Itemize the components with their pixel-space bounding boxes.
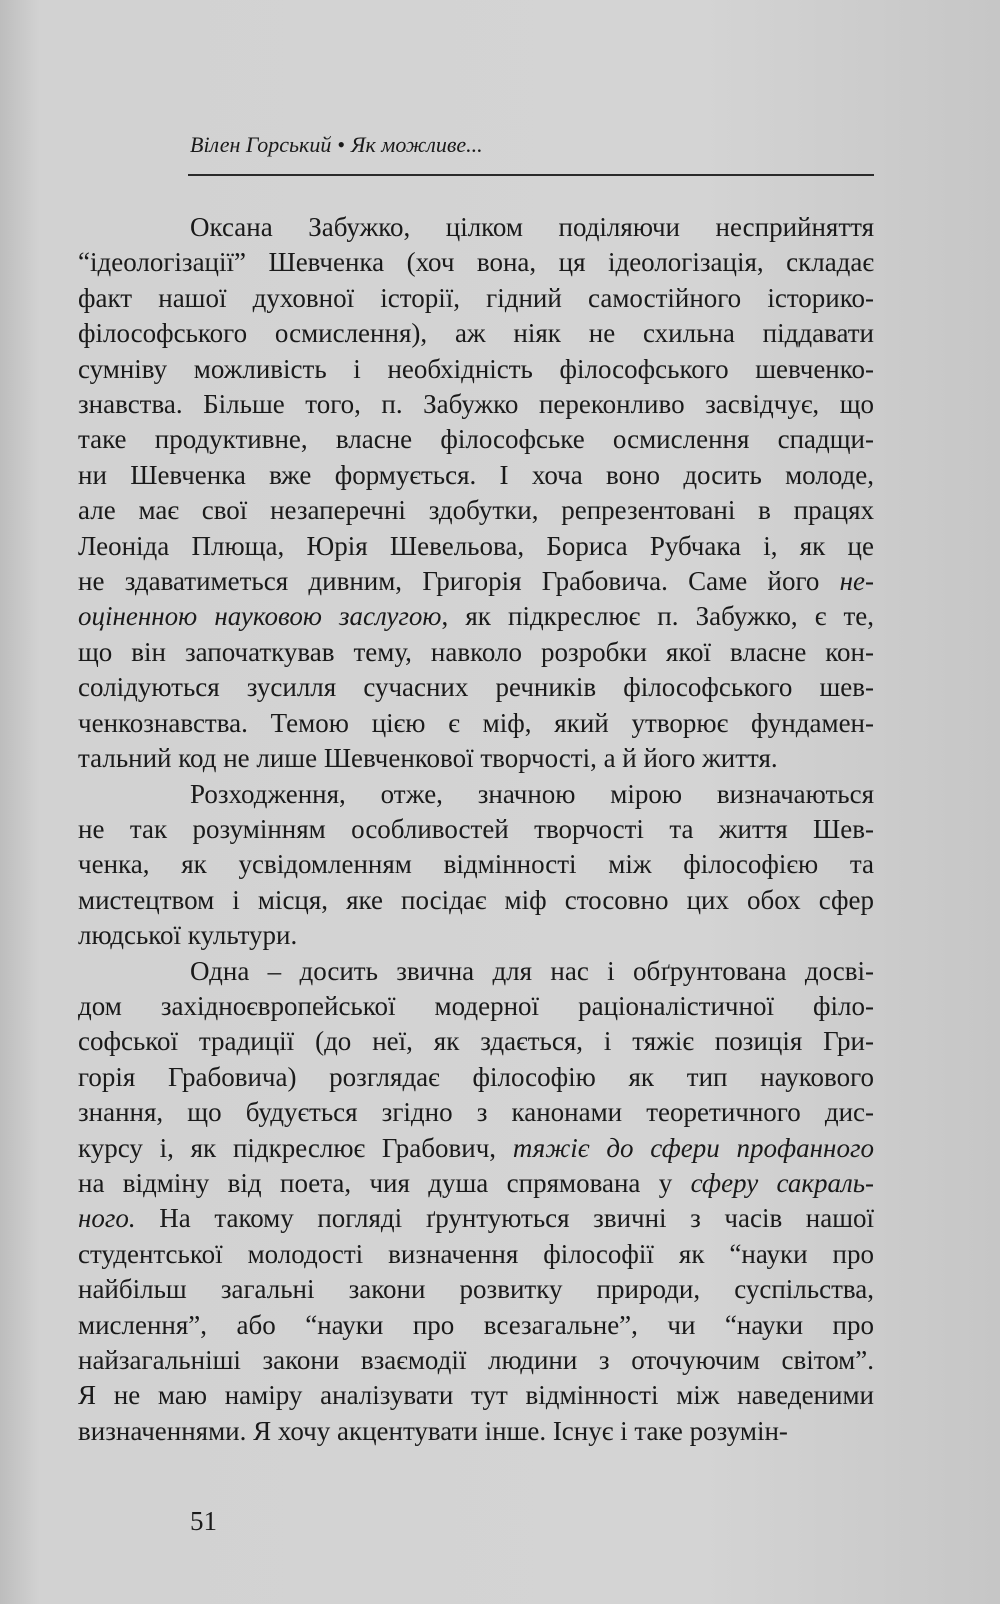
text-line: [78, 352, 874, 387]
paragraph: [78, 777, 874, 954]
text-segment: найбільш загальні закони розвитку природи, суспільства,: [78, 1274, 874, 1305]
text-line: [78, 493, 874, 528]
running-header: [190, 132, 483, 158]
header-title: Як можливе...: [351, 132, 483, 157]
text-line: [78, 1237, 874, 1272]
header-author: Вілен Горський: [190, 132, 332, 157]
text-line: [78, 777, 874, 812]
text-line: [78, 599, 874, 634]
text-line: [78, 210, 874, 245]
text-line: [78, 1024, 874, 1059]
text-segment: курсу і, як підкреслює Грабович,: [78, 1132, 513, 1163]
text-segment: Оксана Забужко, цілком поділяючи несприйняття: [190, 212, 874, 242]
text-segment: ни Шевченка вже формується. І хоча воно досить молоде,: [78, 459, 874, 490]
text-line: [78, 989, 874, 1024]
text-line: [78, 1343, 874, 1378]
text-segment: на відміну від поета, чия душа спрямована у: [78, 1167, 691, 1198]
header-separator: •: [337, 132, 346, 157]
text-line: [78, 741, 874, 776]
text-segment: Леоніда Плюща, Юрія Шевельова, Бориса Рубчака і, як це: [78, 530, 874, 561]
text-segment: визначеннями. Я хочу акцентувати інше. Існує і таке розумін-: [78, 1415, 788, 1446]
text-segment: ченка, як усвідомленням відмінності між філософією та: [78, 849, 874, 880]
text-line: [78, 1201, 874, 1236]
text-line: [78, 635, 874, 670]
text-segment: що він започаткував тему, навколо розробки якої власне кон-: [78, 636, 874, 667]
text-segment: На такому погляді ґрунтуються звичні з часів нашої: [135, 1203, 874, 1234]
text-segment: дом західноєвропейської модерної раціоналістичної філо-: [78, 990, 874, 1021]
text-line: [78, 422, 874, 457]
text-segment: таке продуктивне, власне філософське осмислення спадщи-: [78, 424, 874, 455]
text-segment: солідуються зусилля сучасних речників філософського шев-: [78, 672, 874, 703]
text-segment: студентської молодості визначення філософії як “науки про: [78, 1238, 874, 1269]
text-line: [78, 458, 874, 493]
text-line: [78, 1131, 874, 1166]
text-line: [78, 1095, 874, 1130]
text-line: [78, 670, 874, 705]
text-segment: факт нашої духовної історії, гідний самостійного історико-: [78, 282, 874, 313]
text-segment: не здаватиметься дивним, Григорія Грабовича. Саме його: [78, 566, 840, 597]
text-line: [78, 706, 874, 741]
text-segment: софської традиції (до неї, як здається, і тяжіє позиція Гри-: [78, 1026, 874, 1057]
text-line: [78, 1272, 874, 1307]
page-number: 51: [190, 1506, 217, 1536]
text-segment: найзагальніші закони взаємодії людини з оточуючим світом”.: [78, 1345, 874, 1375]
italic-text: не-: [839, 566, 874, 597]
italic-text: ного.: [78, 1203, 136, 1234]
text-segment: сумніву можливість і необхідність філософського шевченко-: [78, 353, 874, 384]
text-line: [78, 918, 874, 953]
header-rule: [188, 174, 874, 176]
text-segment: ченкознавства. Темою цією є міф, який утворює фундамен-: [78, 707, 874, 738]
paragraph: [78, 954, 874, 1450]
text-line: [78, 847, 874, 882]
text-segment: Розходження, отже, значною мірою визначаються: [190, 778, 874, 809]
text-line: [78, 529, 874, 564]
text-segment: тальний код не лише Шевченкової творчості, а й його життя.: [78, 743, 778, 774]
text-segment: , як підкреслює п. Забужко, є те,: [441, 601, 874, 632]
text-line: [78, 316, 874, 351]
text-line: [78, 1060, 874, 1095]
text-line: [78, 1378, 874, 1413]
text-segment: не так розумінням особливостей творчості та життя Шев-: [78, 813, 874, 844]
text-segment: “ідеологізації” Шевченка (хоч вона, ця ідеологізація, складає: [78, 247, 874, 278]
text-line: [78, 281, 874, 316]
text-line: [78, 883, 874, 918]
italic-text: оціненною науковою заслугою: [78, 601, 442, 632]
body-text: [78, 210, 874, 1449]
text-line: [78, 1308, 874, 1343]
text-segment: мислення”, або “науки про всезагальне”, чи “науки про: [78, 1309, 874, 1340]
text-segment: але має свої незаперечні здобутки, репрезентовані в працях: [78, 495, 874, 526]
text-segment: мистецтвом і місця, яке посідає міф стосовно цих обох сфер: [78, 884, 874, 915]
paragraph: [78, 210, 874, 777]
text-line: [78, 1414, 874, 1449]
text-segment: філософського осмислення), аж ніяк не схильна піддавати: [78, 318, 874, 349]
text-line: [78, 387, 874, 422]
text-segment: знання, що будується згідно з канонами теоретичного дис-: [78, 1097, 874, 1128]
text-segment: Одна – досить звична для нас і обґрунтована досві-: [190, 955, 874, 986]
text-segment: людської культури.: [78, 920, 298, 951]
text-segment: Я не маю наміру аналізувати тут відмінності між наведеними: [78, 1380, 874, 1411]
text-line: [78, 1166, 874, 1201]
text-segment: знавства. Більше того, п. Забужко переконливо засвідчує, що: [78, 389, 874, 420]
text-segment: горія Грабовича) розглядає філософію як тип наукового: [78, 1061, 874, 1092]
text-line: [78, 245, 874, 280]
italic-text: тяжіє до сфери профанного: [512, 1132, 874, 1163]
text-line: [78, 954, 874, 989]
italic-text: сферу сакраль-: [690, 1167, 875, 1198]
text-line: [78, 564, 874, 599]
text-line: [78, 812, 874, 847]
